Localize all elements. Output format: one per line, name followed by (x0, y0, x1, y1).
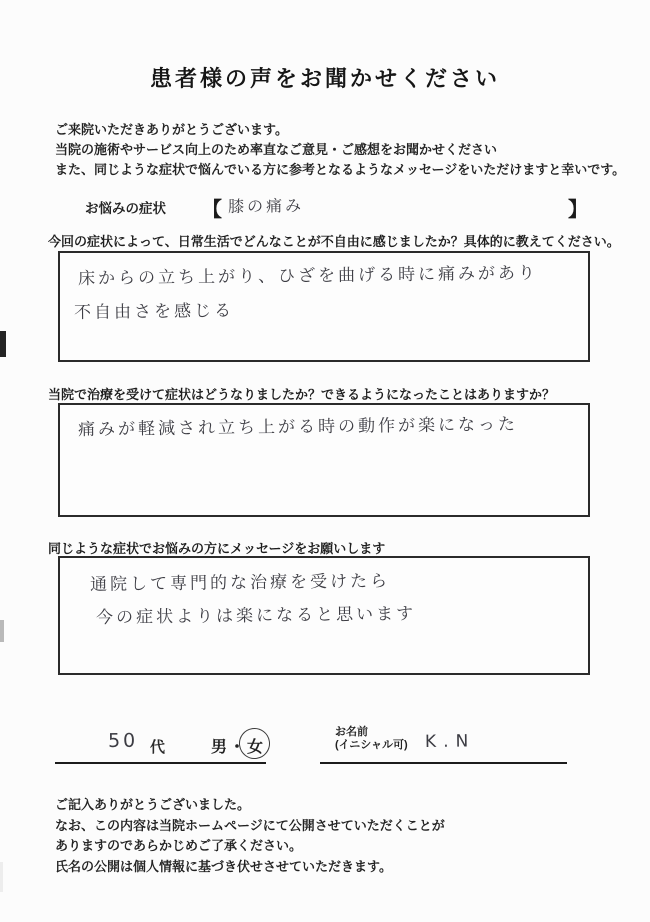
footer-note (55, 795, 600, 877)
question-2-label: 当院で治療を受けて症状はどうなりましたか？できるようになったことはありますか？ (48, 387, 556, 402)
gender-separator: ・ (229, 739, 248, 756)
intro-text (55, 120, 626, 180)
name-field (320, 720, 570, 770)
gender-male-label: 男 (211, 739, 230, 756)
age-value-handwritten: 50 (107, 729, 139, 752)
intro-line: 当院の施術やサービス向上のため率直なご意見・ご感想をお聞かせください (55, 142, 498, 157)
handwritten-answer-line: 今の症状よりは楽になると思います (95, 604, 417, 628)
name-field-label: お名前 (イニシャル可) (335, 726, 408, 751)
footer-line: なお、この内容は当院ホームページにて公開させていただくことが (55, 817, 445, 833)
footer-line: ご記入ありがとうございました。 (55, 797, 251, 812)
name-value-handwritten: K.N (424, 731, 476, 752)
scan-artifact (0, 331, 6, 357)
gender-options (211, 734, 265, 757)
page-title: 患者様の声をお聞かせください (149, 66, 500, 91)
symptom-value-handwritten: 膝の痛み (227, 196, 305, 216)
answer-box-3 (58, 556, 590, 675)
footer-line: ありますのであらかじめご了承ください。 (55, 838, 303, 853)
handwritten-answer-line: 不自由さを感じる (73, 301, 235, 323)
age-unit-label: 代 (150, 739, 166, 756)
handwritten-answer-line: 通院して専門的な治療を受けたら (89, 571, 391, 595)
question-1-label: 今回の症状によって、日常生活でどんなことが不自由に感じましたか？具体的に教えてください。 (48, 234, 620, 249)
answer-box-1 (58, 251, 590, 362)
symptom-bracket-close: 】 (568, 199, 588, 221)
intro-line: また、同じような症状で悩んでいる方に参考となるようなメッセージをいただけますと幸いです。 (55, 162, 626, 177)
answer-box-2 (58, 403, 590, 517)
symptom-field (0, 190, 650, 224)
name-underline (320, 762, 567, 764)
age-underline (55, 762, 266, 764)
scan-artifact (0, 620, 4, 642)
symptom-bracket-open: 【 (202, 199, 222, 221)
handwritten-answer-line: 痛みが軽減され立ち上がる時の動作が楽になった (77, 414, 519, 440)
footer-line: 氏名の公開は個人情報に基づき伏せさせていただきます。 (55, 858, 392, 874)
handwritten-answer-line: 床からの立ち上がり、ひざを曲げる時に痛みがあり (77, 263, 539, 289)
question-3-label: 同じような症状でお悩みの方にメッセージをお願いします (48, 541, 386, 556)
gender-female-label: 女 (247, 734, 265, 757)
intro-line: ご来院いただきありがとうございます。 (55, 122, 288, 137)
symptom-label: お悩みの症状 (85, 201, 166, 216)
scan-artifact (0, 862, 3, 892)
